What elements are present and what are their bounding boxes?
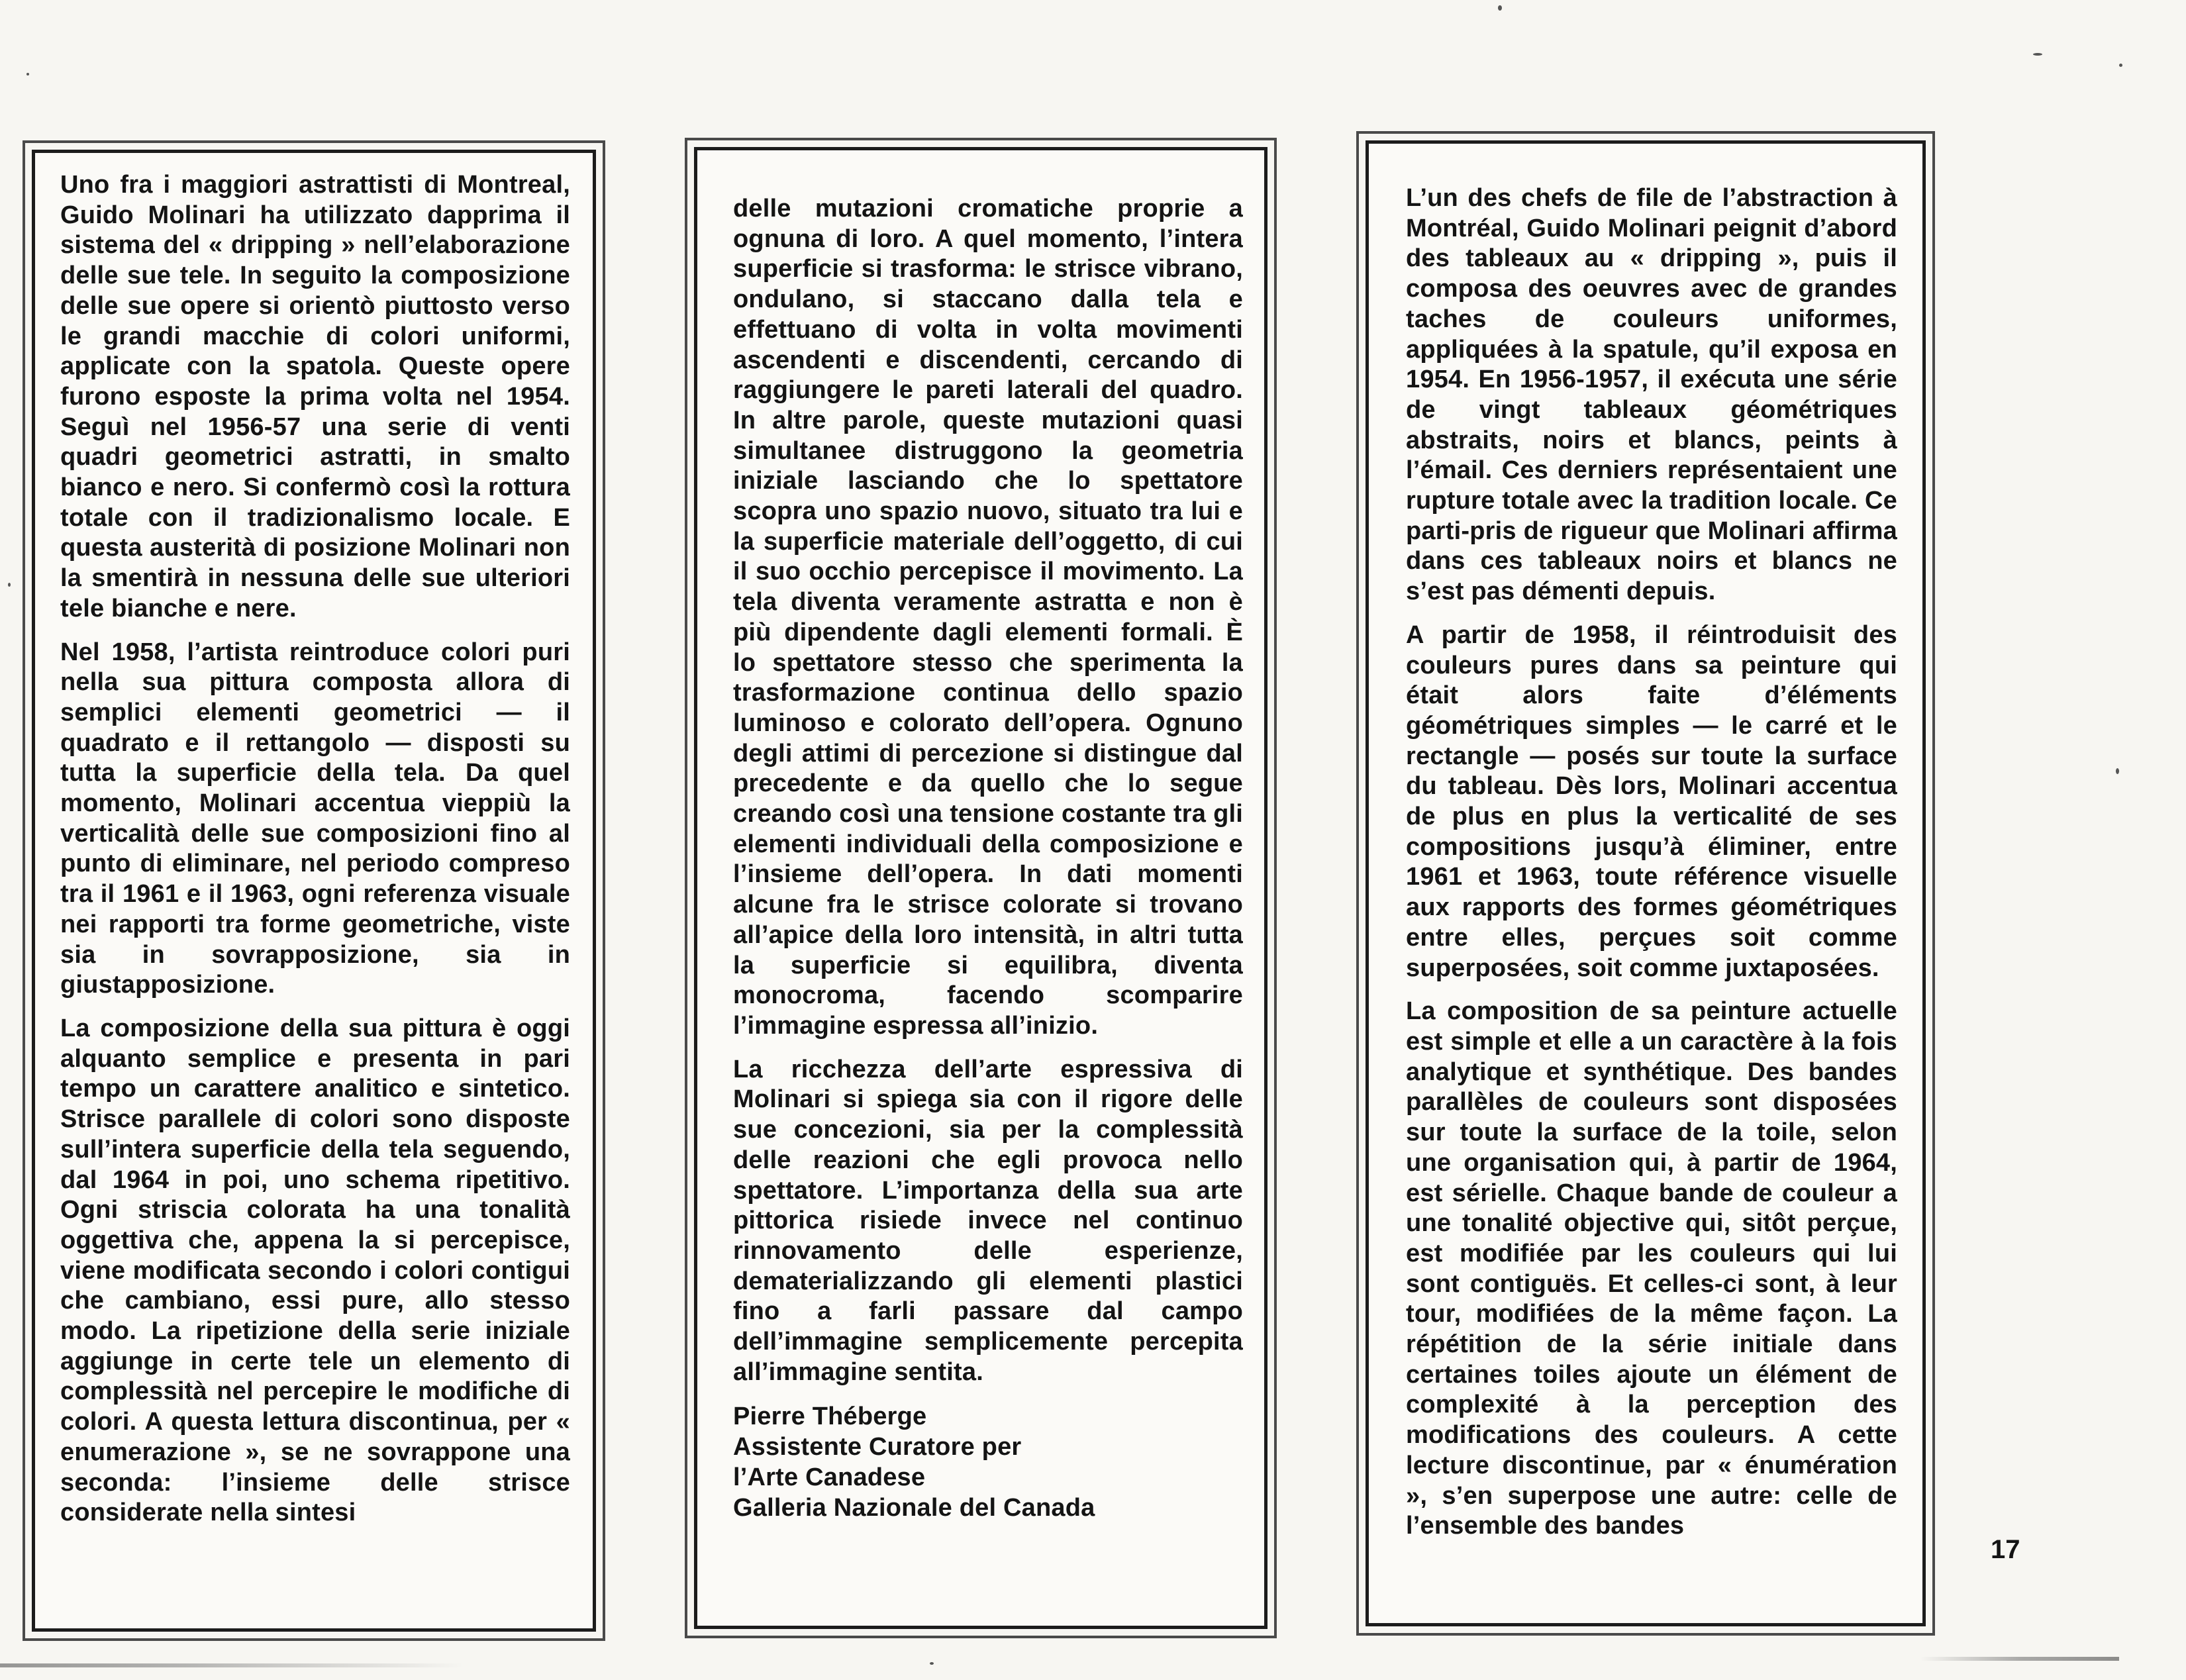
paragraph: Uno fra i maggiori astrattisti di Montreal, Guido Molinari ha utilizzato dapprima il sistema del « dripping » nell’elaborazione delle sue tele. In seguito la composizione delle sue opere si orientò piuttosto verso le grandi macchie di colori uniformi, applicate con la spatola. Queste opere furono esposte la prima volta nel 1954. Seguì nel 1956-57 una serie di venti quadri geometrici astratti, in smalto bianco e nero. Si confermò così la rottura totale con il tradizionalismo locale. E questa austerità di posizione Molinari non la smentirà in nessuna delle sue ulteriori tele bianche e nere. [60,171,570,622]
column-text [60,170,570,1542]
paragraph: A partir de 1958, il réintroduisit des couleurs pures dans sa peinture qui était alors faite d’éléments géométriques simples — le carré et le rectangle — posés sur toute la surface du tableau. Dès lors, Molinari accentua de plus en plus la verticalité de ses compositions jusqu’à éliminer, entre 1961 et 1963, toute référence visuelle aux rapports des formes géométriques entre elles, perçues soit comme superposées, soit comme juxtaposées. [1406,620,1897,982]
signature-institution: Galleria Nazionale del Canada [733,1493,1095,1522]
paragraph: Nel 1958, l’artista reintroduce colori puri nella sua pittura composta allora di semplici elementi geometrici — il quadrato e il rettangolo — disposti su tutta la superficie della tela. Da quel momento, Molinari accentua vieppiù la verticalità delle sue composizioni fino al punto di eliminare, nel periodo compreso tra il 1961 e il 1963, ogni referenza visuale nei rapporti tra forme geometriche, viste sia in sovrapposizione, sia in giustapposizione. [60,638,570,999]
scan-speck [2116,768,2119,774]
paragraph: La composition de sa peinture actuelle est simple et elle a un caractère à la fois analytique et synthétique. Des bandes parallèles de couleurs sont disposées sur toute la surface de la toile, selon une organisation qui, à partir de 1964, est sérielle. Chaque bande de couleur a une tonalité objective qui, sitôt perçue, est modifiée par les couleurs qui lui sont contiguës. Et celles-ci sont, à leur tour, modifiées de la même façon. La répétition de la série initiale dans certaines toiles ajoute un élément de complexité à la perception des modifications des couleurs. A cette lecture discontinue, par « énumération », s’en superpose une autre: celle de l’ensemble des bandes [1406,997,1897,1540]
scan-speck [930,1662,934,1665]
column-italian-2 [694,147,1267,1629]
column-text [733,194,1243,1523]
scan-speck [2033,53,2042,56]
scan-artifact [1920,1657,2119,1661]
column-italian-1 [32,150,596,1632]
signature-name: Pierre Théberge [733,1403,927,1431]
column-text [1406,183,1897,1555]
paragraph: delle mutazioni cromatiche proprie a ognuna di loro. A quel momento, l’intera superficie si trasforma: le strisce vibrano, ondulano, si staccano dalla tela e effettuano di volta in volta movimenti ascendenti e discendenti, cercando di raggiungere le pareti laterali del quadro. In altre parole, queste mutazioni quasi simultanee distruggono la geometria iniziale lasciando che lo spettatore scopra uno spazio nuovo, situato tra lui e la superficie materiale dell’oggetto, di cui il suo occhio percepisce il movimento. La tela diventa veramente astratta e non è più dipendente dagli elementi formali. È lo spettatore stesso che sperimenta la trasformazione continua dello spazio luminoso e colorato dell’opera. Ognuno degli attimi di percezione si distingue dal precedente e da quello che lo segue creando così una tensione costante tra gli elementi individuali della composizione e l’insieme dell’opera. In dati momenti alcune fra le strisce colorate si trovano all’apice della loro intensità, in altri tutta la superficie si equilibra, diventa monocroma, facendo scomparire l’immagine espressa all’inizio. [733,195,1243,1040]
scan-speck [26,73,29,75]
page-number: 17 [1991,1535,2020,1564]
scan-artifact [0,1663,464,1667]
paragraph: La ricchezza dell’arte espressiva di Molinari si spiega sia con il rigore delle sue concezioni, sia per la complessità delle reazioni che egli provoca nello spettatore. L’importanza della sua arte pittorica risiede invece nel continuo rinnovamento delle esperienze, dematerializzando gli elementi plastici fino a farli passare dal campo dell’immagine semplicemente percepita all’immagine sentita. [733,1055,1243,1386]
signature-title: Assistente Curatore per [733,1433,1022,1461]
scan-speck [8,583,11,587]
paragraph: L’un des chefs de file de l’abstraction à Montréal, Guido Molinari peignit d’abord des tableaux au « dripping », puis il composa des oeuvres avec de grandes taches de couleurs uniformes, appliquées à la spatule, qu’il exposa en 1954. En 1956-1957, il exécuta une série de vingt tableaux géométriques abstraits, noirs et blancs, peints à l’émail. Ces derniers représentaient une rupture totale avec la tradition locale. Ce parti-pris de rigueur que Molinari affirma dans ces tableaux noirs et blancs ne s’est pas démenti depuis. [1406,184,1897,606]
paragraph: La composizione della sua pittura è oggi alquanto semplice e presenta in pari tempo un carattere analitico e sintetico. Strisce parallele di colori sono disposte sull’intera superficie della tela seguendo, dal 1964 in poi, uno schema ripetitivo. Ogni striscia colorata ha una tonalità oggettiva che, appena la si percepisce, viene modificata secondo i colori contigui che cambiano, essi pure, allo stesso modo. La ripetizione della serie iniziale aggiunge in certe tele un elemento di complessità nel percepire le modifiche di colori. A questa lettura discontinua, per « enumerazione », se ne sovrappone una seconda: l’insieme delle strisce considerate nella sintesi [60,1014,570,1527]
signature-block [733,1402,1243,1523]
signature-department: l’Arte Canadese [733,1463,926,1491]
scan-speck [1498,5,1502,11]
scan-speck [2119,64,2122,67]
column-french [1366,140,1926,1626]
